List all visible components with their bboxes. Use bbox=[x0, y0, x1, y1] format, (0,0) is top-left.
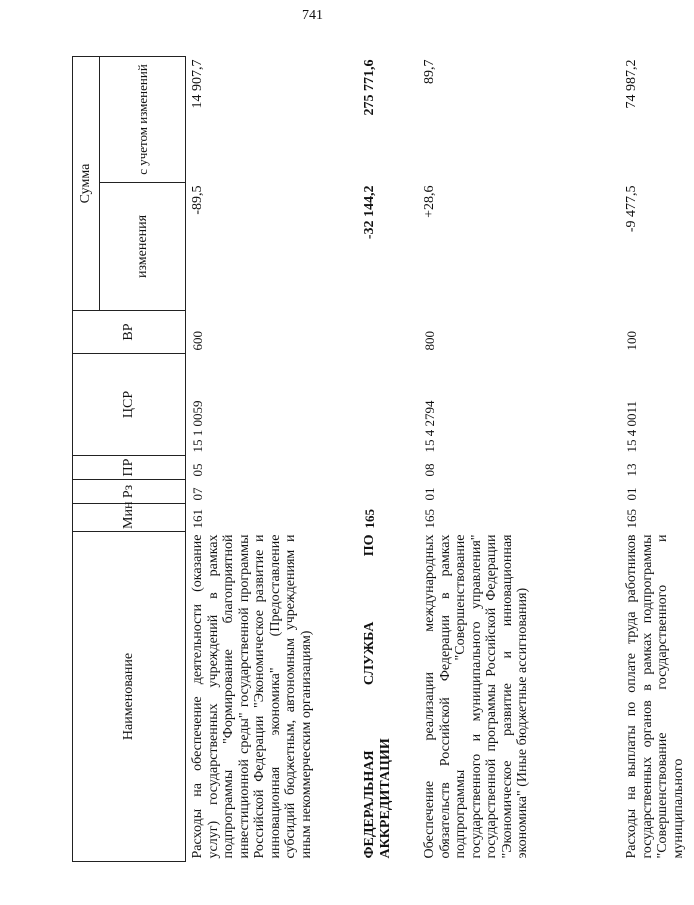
row-rz: 01 bbox=[624, 487, 639, 501]
header-min: Мин bbox=[73, 504, 186, 532]
row-total: 275 771,6 bbox=[362, 59, 377, 116]
row-name: ФЕДЕРАЛЬНАЯ СЛУЖБА ПО АККРЕДИТАЦИИ bbox=[362, 534, 393, 859]
budget-table bbox=[72, 56, 694, 862]
row-changes: -89,5 bbox=[190, 185, 205, 215]
table-row bbox=[620, 57, 694, 862]
row-changes: -9 477,5 bbox=[624, 185, 639, 233]
row-vr: 100 bbox=[624, 331, 639, 351]
row-csr: 15 1 0059 bbox=[190, 400, 205, 453]
row-name: Расходы на обеспечение деятельности (оказание услуг) государственных учреждений в рамках подпрограммы "Формирование благоприятной инвестиционной среды" государственной программы Российской Федерации "Экономическое развитие и инновационная экономика" (Предоставление субсидий бюджетным, автономным учреждениям и иным некоммерческим организациям) bbox=[190, 534, 314, 859]
table-row bbox=[418, 57, 620, 862]
row-min: 165 bbox=[624, 509, 639, 529]
table-row bbox=[358, 57, 418, 862]
row-min: 161 bbox=[190, 509, 205, 529]
row-rz bbox=[358, 480, 418, 504]
row-changes: -32 144,2 bbox=[362, 185, 377, 240]
row-vr: 600 bbox=[190, 331, 205, 351]
row-total: 89,7 bbox=[422, 59, 437, 84]
rotated-budget-table bbox=[72, 57, 686, 862]
header-with-changes: с учетом изменений bbox=[100, 57, 186, 183]
header-pr: ПР bbox=[73, 456, 186, 480]
row-min: 165 bbox=[362, 509, 377, 529]
row-csr: 15 4 2794 bbox=[422, 400, 437, 453]
row-total: 74 987,2 bbox=[624, 59, 639, 109]
header-changes: изменения bbox=[100, 183, 186, 311]
row-vr bbox=[358, 311, 418, 354]
row-pr: 08 bbox=[422, 463, 437, 477]
row-name: Обеспечение реализации международных обязательств Российской Федерации в рамках подпрограммы "Совершенствование государственного и муниципального управления" государственной программы Российской Федерации "Экономическое развитие и инновационная экономика" (Иные бюджетные ассигнования) bbox=[422, 534, 530, 859]
row-total: 14 907,7 bbox=[190, 59, 205, 109]
row-rz: 01 bbox=[422, 487, 437, 501]
row-pr: 05 bbox=[190, 463, 205, 477]
header-csr: ЦСР bbox=[73, 354, 186, 456]
header-rz: Рз bbox=[73, 480, 186, 504]
row-csr: 15 4 0011 bbox=[624, 400, 639, 453]
row-name: Расходы на выплаты по оплате труда работников государственных органов в рамках подпрограммы "Совершенствование государственного и муниципального bbox=[624, 534, 686, 859]
row-rz: 07 bbox=[190, 487, 205, 501]
header-sum: Сумма bbox=[73, 57, 100, 311]
table-row bbox=[186, 57, 359, 862]
page-number: 741 bbox=[302, 8, 323, 23]
row-pr bbox=[358, 456, 418, 480]
row-changes: +28,6 bbox=[422, 185, 437, 218]
header-vr: ВР bbox=[73, 311, 186, 354]
row-min: 165 bbox=[422, 509, 437, 529]
header-name: Наименование bbox=[73, 532, 186, 862]
row-pr: 13 bbox=[624, 463, 639, 477]
row-vr: 800 bbox=[422, 331, 437, 351]
header-row-top bbox=[73, 57, 100, 862]
row-csr bbox=[358, 354, 418, 456]
